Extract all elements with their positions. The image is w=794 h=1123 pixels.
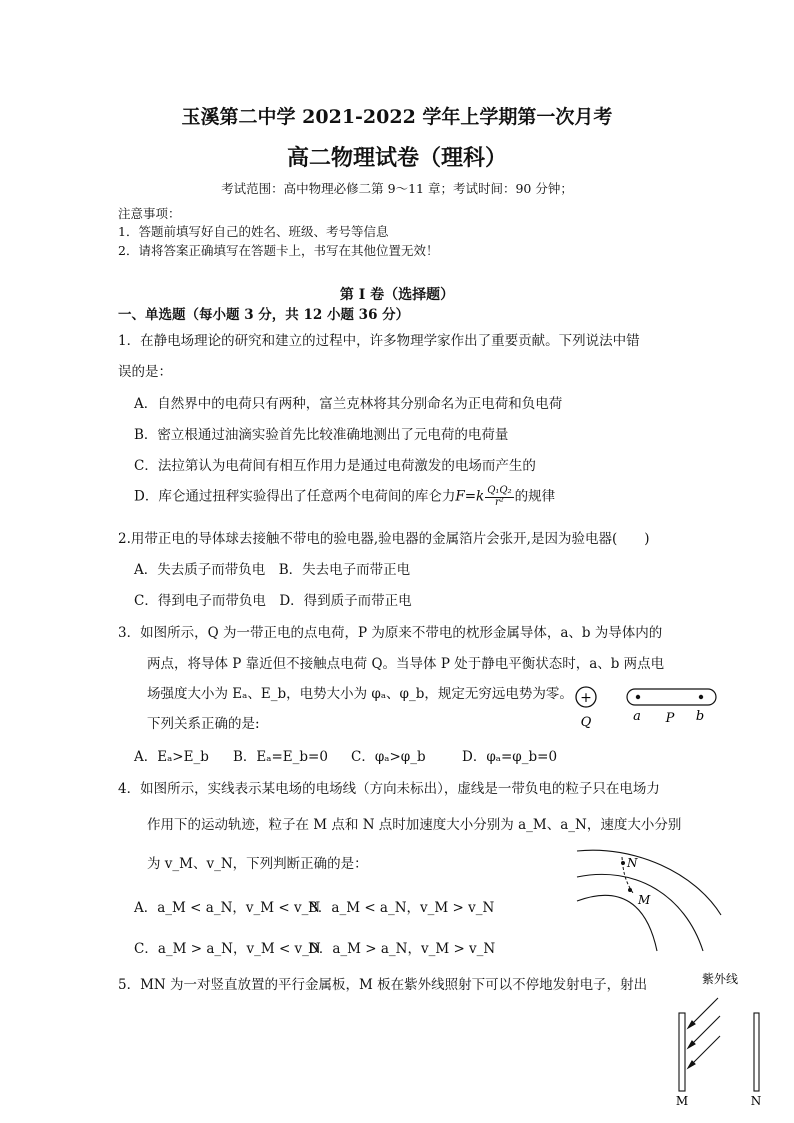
exam-scope: 考试范围：高中物理必修二第 9～11 章；考试时间：90 分钟；	[221, 181, 573, 196]
q3-stem-line2: 两点，将导体 P 靠近但不接触点电荷 Q。当导体 P 处于静电平衡状态时，a、b 两点电	[147, 656, 665, 672]
fraction-numerator: Q₁Q₂	[487, 485, 512, 496]
q3-figure	[568, 682, 728, 730]
label-a: a	[633, 709, 641, 724]
label-q: Q	[580, 715, 592, 730]
q2-options-row1: A．失去质子而带负电 B．失去电子而带正电	[134, 562, 411, 578]
q5-figure	[668, 966, 772, 1116]
q3-option-d: D．φₐ=φ_b=0	[462, 749, 558, 765]
q1-option-b: B．密立根通过油滴实验首先比较准确地测出了元电荷的电荷量	[134, 427, 509, 443]
note-item-2: 2．请将答案正确填写在答题卡上，书写在其他位置无效！	[118, 243, 439, 258]
q2-stem: 2.用带正电的导体球去接触不带电的验电器,验电器的金属箔片会张开,是因为验电器( )	[118, 531, 650, 547]
q4-option-c: C．a_M > a_N，v_M < v_N	[134, 941, 321, 957]
coulomb-fraction	[485, 486, 513, 508]
plate-label-n: N	[750, 1094, 762, 1108]
q3-option-b: B．Eₐ=E_b=0	[233, 749, 328, 765]
q1-option-c: C．法拉第认为电荷间有相互作用力是通过电荷激发的电场而产生的	[134, 458, 536, 474]
q1-option-d	[134, 486, 555, 508]
field-line-2	[577, 874, 703, 951]
label-p: P	[665, 711, 675, 726]
q1-option-a: A．自然界中的电荷只有两种，富兰克林将其分别命名为正电荷和负电荷	[134, 396, 563, 412]
q1-option-d-text: D．库仑通过扭秤实验得出了任意两个电荷间的库仑力	[134, 488, 456, 505]
q1-stem-line1: 1．在静电场理论的研究和建立的过程中，许多物理学家作出了重要贡献。下列说法中错	[118, 333, 640, 349]
q4-stem-line1: 4．如图所示，实线表示某电场的电场线（方向未标出），虚线是一带负电的粒子只在电场力	[118, 781, 660, 797]
q4-option-b: B．a_M < a_N，v_M > v_N	[308, 900, 495, 916]
q3-stem-line1: 3．如图所示，Q 为一带正电的点电荷，P 为原来不带电的枕形金属导体，a、b 为导体内的	[118, 625, 663, 641]
q5-stem-line1: 5．MN 为一对竖直放置的平行金属板，M 板在紫外线照射下可以不停地发射电子，射出	[118, 977, 648, 993]
q1-stem-line2: 误的是：	[118, 364, 172, 380]
note-item-1: 1．答题前填写好自己的姓名、班级、考号等信息	[118, 224, 389, 239]
point-a	[636, 695, 640, 699]
label-b: b	[695, 709, 705, 724]
section-single-choice: 一、单选题（每小题 3 分，共 12 小题 36 分）	[118, 307, 410, 323]
part1-title: 第 I 卷（选择题）	[339, 287, 455, 303]
exam-title: 玉溪第二中学 2021-2022 学年上学期第一次月考	[181, 106, 613, 128]
point-m	[628, 888, 632, 892]
plate-m	[679, 1013, 685, 1091]
q1-option-d-suffix: 的规律	[514, 488, 556, 505]
q3-stem-line4: 下列关系正确的是:	[147, 716, 260, 732]
q3-option-c: C．φₐ>φ_b	[351, 749, 426, 765]
plate-n	[754, 1013, 759, 1091]
plate-label-m: M	[675, 1094, 689, 1108]
q4-option-a: A．a_M < a_N，v_M < v_N	[134, 900, 321, 916]
paper-title: 高二物理试卷（理科）	[286, 146, 507, 171]
plus-sign: +	[580, 690, 592, 706]
point-n	[621, 861, 625, 865]
q4-option-d: D．a_M > a_N，v_M > v_N	[308, 941, 496, 957]
q2-options-row2: C．得到电子而带负电 D．得到质子而带正电	[134, 593, 412, 609]
point-b	[699, 695, 703, 699]
label-n: N	[627, 856, 638, 870]
uv-label: 紫外线	[701, 972, 739, 986]
q3-option-a: A．Eₐ>E_b	[134, 749, 209, 765]
notes-heading: 注意事项：	[118, 206, 181, 221]
uv-rays	[688, 998, 720, 1068]
fraction-denominator: r²	[495, 496, 504, 508]
q4-stem-line2: 作用下的运动轨迹，粒子在 M 点和 N 点时加速度大小分别为 a_M、a_N，速度大小分别	[147, 817, 682, 833]
coulomb-formula: F=k	[455, 488, 485, 505]
q3-stem-line3: 场强度大小为 Eₐ、E_b，电势大小为 φₐ、φ_b，规定无穷远电势为零。	[147, 686, 573, 702]
q4-figure	[575, 843, 725, 955]
label-m: M	[638, 893, 651, 907]
q4-stem-line3: 为 v_M、v_N，下列判断正确的是：	[147, 856, 368, 872]
